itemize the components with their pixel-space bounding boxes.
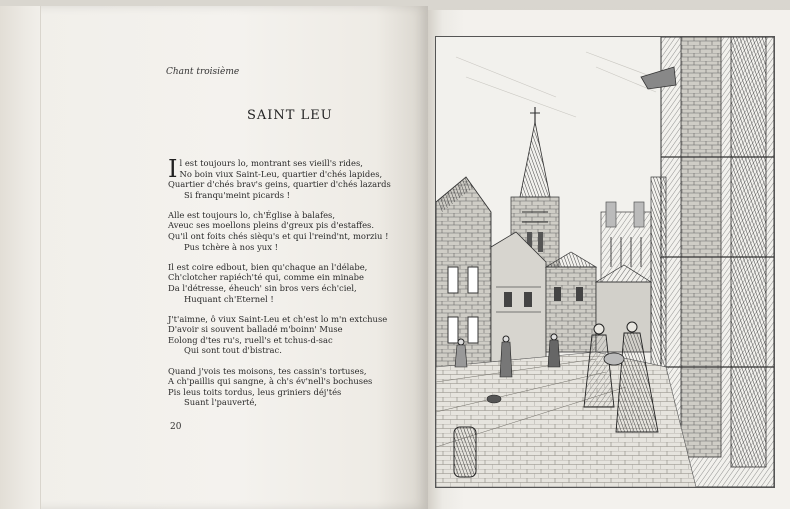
poem-line: Quand j'vois tes moisons, tes cassin's tortuses, xyxy=(168,365,367,376)
stanza-5 xyxy=(168,366,398,408)
street-scene-drawing xyxy=(436,37,774,487)
poem-line: Eolong d'tes ru's, ruell's et tchus-d-sac xyxy=(168,334,333,345)
poem-body xyxy=(168,155,398,417)
drop-cap: I xyxy=(168,155,178,183)
poem-line: Qui sont tout d'bistrac. xyxy=(184,345,282,356)
poem-line: Ch'clotcher rapiéch'té qui, comme ein minabe xyxy=(168,272,364,283)
street-scene-illustration xyxy=(435,36,775,488)
poem-line: J't'aimne, ô viux Saint-Leu et ch'est lo m'n extchuse xyxy=(168,313,388,324)
stanza-2 xyxy=(168,210,398,252)
poem-line: Aveuc ses moellons pleins d'greux pis d'estaffes. xyxy=(168,220,374,231)
stone-bollard xyxy=(454,427,476,477)
poem-line: Qu'il ont foits chés sièqu's et qui l'reind'nt, morziu ! xyxy=(168,231,389,242)
poem-title: SAINT LEU xyxy=(247,108,333,123)
poem-line: Pis leus toits tordus, leus griniers déj'tés xyxy=(168,386,342,397)
stanza-4 xyxy=(168,314,398,356)
page-edge-stack xyxy=(0,6,41,509)
poem-line: Huquant ch'Eternel ! xyxy=(184,293,274,304)
poem-line: A ch'paillis qui sangne, à ch's év'nell's bochuses xyxy=(168,376,373,387)
poem-line: Il est coire edbout, bien qu'chaque an l'délabe, xyxy=(168,261,368,272)
poem-line: Alle est toujours lo, ch'Église à balafes, xyxy=(168,209,335,220)
page-number: 20 xyxy=(170,422,182,432)
poem-line: No boin viux Saint-Leu, quartier d'chés lapides, xyxy=(179,168,383,179)
poem-line: l est toujours lo, montrant ses vieill's rides, xyxy=(179,158,363,168)
poem-line: Quartier d'chés brav's geins, quartier d'chés lazards xyxy=(168,179,391,190)
stanza-3 xyxy=(168,262,398,304)
poem-line: Suant l'pauverté, xyxy=(184,397,257,408)
dog xyxy=(487,395,501,403)
poem-line: Si franqu'meint picards ! xyxy=(184,189,291,200)
poem-line: Pus tchère à nos yux ! xyxy=(184,241,278,252)
poem-line: Da l'détresse, éheuch' sin bros vers éch'ciel, xyxy=(168,282,357,293)
poem-line: D'avoir si souvent balladé m'boinn' Muse xyxy=(168,324,343,335)
stanza-1 xyxy=(168,155,398,200)
chapter-heading: Chant troisième xyxy=(166,67,240,77)
